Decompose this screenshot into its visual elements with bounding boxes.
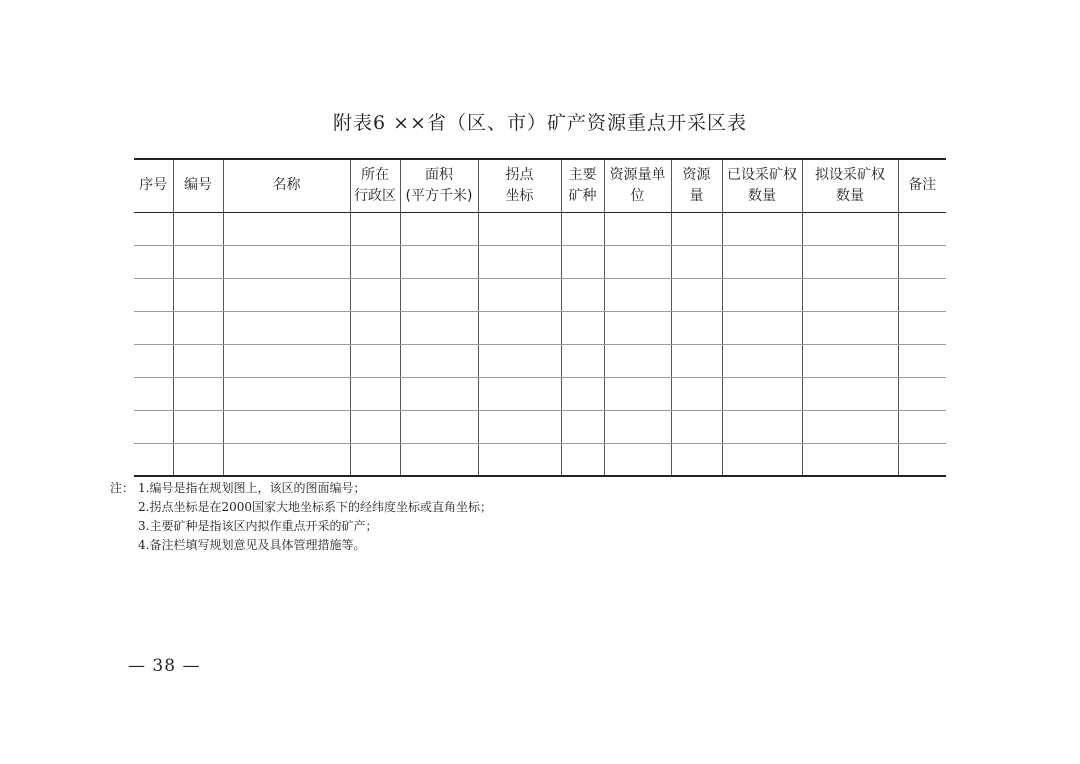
table-cell [478,410,561,443]
table-cell [478,443,561,476]
table-cell [604,377,671,410]
table-cell [350,410,400,443]
table-row [134,377,946,410]
header-area: 面积 (平方千米) [400,159,478,212]
table-cell [478,245,561,278]
table-cell [561,410,604,443]
table-cell [802,377,898,410]
table-cell [722,245,802,278]
table-cell [400,410,478,443]
header-code: 编号 [173,159,223,212]
table-cell [134,410,173,443]
table-cell [173,377,223,410]
table-cell [173,344,223,377]
table-cell [898,377,946,410]
table-cell [898,443,946,476]
notes [110,479,492,555]
table-cell [722,212,802,245]
note-item: 3.主要矿种是指该区内拟作重点开采的矿产； [138,519,378,533]
table-row [134,278,946,311]
page-number: — 38 — [128,656,201,676]
table-cell [604,410,671,443]
table-cell [173,278,223,311]
header-resource-amount: 资源 量 [671,159,722,212]
table-cell [561,278,604,311]
table-cell [671,377,722,410]
table-cell [561,212,604,245]
header-corner-coordinates: 拐点 坐标 [478,159,561,212]
note-item: 4.备注栏填写规划意见及具体管理措施等。 [138,538,366,552]
header-name: 名称 [223,159,350,212]
table-cell [223,212,350,245]
table-cell [173,410,223,443]
header-admin-region: 所在 行政区 [350,159,400,212]
header-existing-rights: 已设采矿权 数量 [722,159,802,212]
table-cell [350,311,400,344]
table-cell [478,311,561,344]
table-cell [802,344,898,377]
table-cell [561,311,604,344]
table-cell [223,311,350,344]
table-cell [400,344,478,377]
table-row [134,410,946,443]
table-cell [173,212,223,245]
table-cell [561,443,604,476]
table-cell [671,410,722,443]
table-cell [898,410,946,443]
table-cell [400,443,478,476]
notes-prefix: 注： [110,481,135,495]
table-cell [561,245,604,278]
note-row [110,498,492,517]
table-cell [604,278,671,311]
table-cell [671,245,722,278]
table-cell [350,344,400,377]
table-cell [604,311,671,344]
table-cell [722,443,802,476]
table-cell [671,278,722,311]
header-planned-rights: 拟设采矿权 数量 [802,159,898,212]
table-cell [223,344,350,377]
table-cell [802,212,898,245]
table-cell [671,443,722,476]
table-cell [802,311,898,344]
header-serial-number: 序号 [134,159,173,212]
table-cell [223,377,350,410]
table-row [134,311,946,344]
table-cell [561,344,604,377]
table-cell [722,278,802,311]
table-cell [350,278,400,311]
header-resource-unit: 资源量单 位 [604,159,671,212]
table-cell [350,377,400,410]
table-cell [722,311,802,344]
table-cell [134,344,173,377]
table-cell [802,443,898,476]
table-cell [400,278,478,311]
table-cell [478,377,561,410]
table-row [134,443,946,476]
table-cell [898,212,946,245]
table-cell [134,245,173,278]
table-cell [134,278,173,311]
table-cell [604,443,671,476]
header-main-minerals: 主要 矿种 [561,159,604,212]
table-cell [134,443,173,476]
note-row [110,517,492,536]
table-cell [898,311,946,344]
table-header-row [134,159,946,212]
table-cell [722,410,802,443]
mining-area-table [134,158,946,477]
table-cell [604,344,671,377]
table-row [134,245,946,278]
table-cell [400,311,478,344]
table-cell [350,212,400,245]
table-cell [604,245,671,278]
page-title: 附表6 ××省（区、市）矿产资源重点开采区表 [333,112,747,134]
table-cell [478,278,561,311]
table-cell [671,344,722,377]
table-cell [400,377,478,410]
note-row [110,479,492,498]
table-row [134,344,946,377]
table-cell [898,245,946,278]
table-cell [671,212,722,245]
table-cell [134,212,173,245]
table-cell [134,311,173,344]
header-remarks: 备注 [898,159,946,212]
table-cell [898,278,946,311]
table-cell [898,344,946,377]
table-cell [722,344,802,377]
table-cell [478,212,561,245]
note-row [110,536,492,555]
table-cell [802,278,898,311]
table-body [134,212,946,476]
note-item: 2.拐点坐标是在2000国家大地坐标系下的经纬度坐标或直角坐标； [138,500,492,514]
table-cell [802,245,898,278]
table-cell [400,212,478,245]
table-cell [478,344,561,377]
table-cell [350,245,400,278]
table-cell [223,410,350,443]
table-cell [400,245,478,278]
table-cell [173,245,223,278]
note-item: 1.编号是指在规划图上，该区的图面编号； [138,481,366,495]
table-cell [802,410,898,443]
table-cell [223,278,350,311]
table-cell [722,377,802,410]
table-cell [561,377,604,410]
table-cell [173,443,223,476]
table-row [134,212,946,245]
table-cell [223,443,350,476]
table-cell [350,443,400,476]
table-cell [604,212,671,245]
table-cell [671,311,722,344]
table-cell [173,311,223,344]
table-cell [134,377,173,410]
table-cell [223,245,350,278]
